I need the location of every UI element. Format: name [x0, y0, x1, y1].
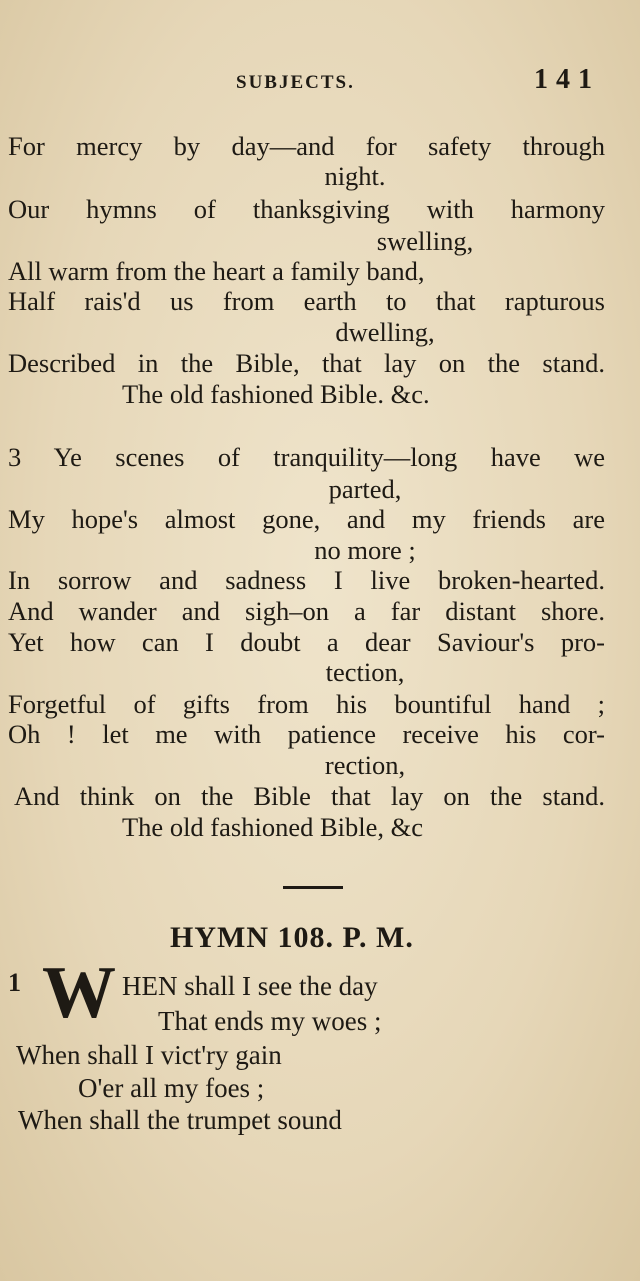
hymn-line: When shall I vict'ry gain: [16, 1040, 282, 1070]
hymn-line: HEN shall I see the day: [122, 971, 378, 1001]
verse-line: For mercy by day—and for safety through: [8, 131, 605, 161]
verse-line-continuation: rection,: [324, 750, 406, 780]
section-divider: [283, 886, 343, 889]
verse-line: Oh ! let me with patience receive his cor-: [8, 719, 605, 749]
verse-line: Yet how can I doubt a dear Saviour's pro-: [8, 627, 605, 657]
hymn-line: That ends my woes ;: [158, 1006, 382, 1036]
refrain-line: The old fashioned Bible, &c: [122, 812, 423, 842]
verse-line: Forgetful of gifts from his bountiful hand ;: [8, 689, 605, 719]
verse-line: 3 Ye scenes of tranquility—long have we: [8, 442, 605, 472]
drop-cap: W: [42, 952, 116, 1034]
verse-line: Described in the Bible, that lay on the stand.: [8, 348, 605, 378]
running-head: [0, 62, 640, 102]
hymn-line: When shall the trumpet sound: [18, 1105, 342, 1135]
verse-line: Our hymns of thanksgiving with harmony: [8, 194, 605, 224]
section-title: SUBJECTS.: [236, 72, 355, 93]
verse-line: In sorrow and sadness I live broken-hearted.: [8, 565, 605, 595]
verse-number: 1: [8, 968, 21, 997]
hymn-line: O'er all my foes ;: [78, 1073, 265, 1103]
verse-line: And think on the Bible that lay on the stand.: [14, 781, 605, 811]
verse-line-continuation: no more ;: [314, 535, 416, 565]
verse-line: Half rais'd us from earth to that rapturous: [8, 286, 605, 316]
verse-line: All warm from the heart a family band,: [8, 256, 425, 286]
verse-line: My hope's almost gone, and my friends are: [8, 504, 605, 534]
refrain-line: The old fashioned Bible. &c.: [122, 379, 430, 409]
verse-line-continuation: tection,: [325, 657, 405, 687]
verse-line-continuation: night.: [324, 161, 386, 191]
page-number: 141: [534, 64, 600, 95]
verse-line-continuation: swelling,: [376, 226, 474, 256]
verse-line: And wander and sigh–on a far distant shore.: [8, 596, 605, 626]
verse-line-continuation: parted,: [328, 474, 402, 504]
verse-line-continuation: dwelling,: [335, 317, 435, 347]
hymn-title: HYMN 108. P. M.: [170, 921, 414, 954]
